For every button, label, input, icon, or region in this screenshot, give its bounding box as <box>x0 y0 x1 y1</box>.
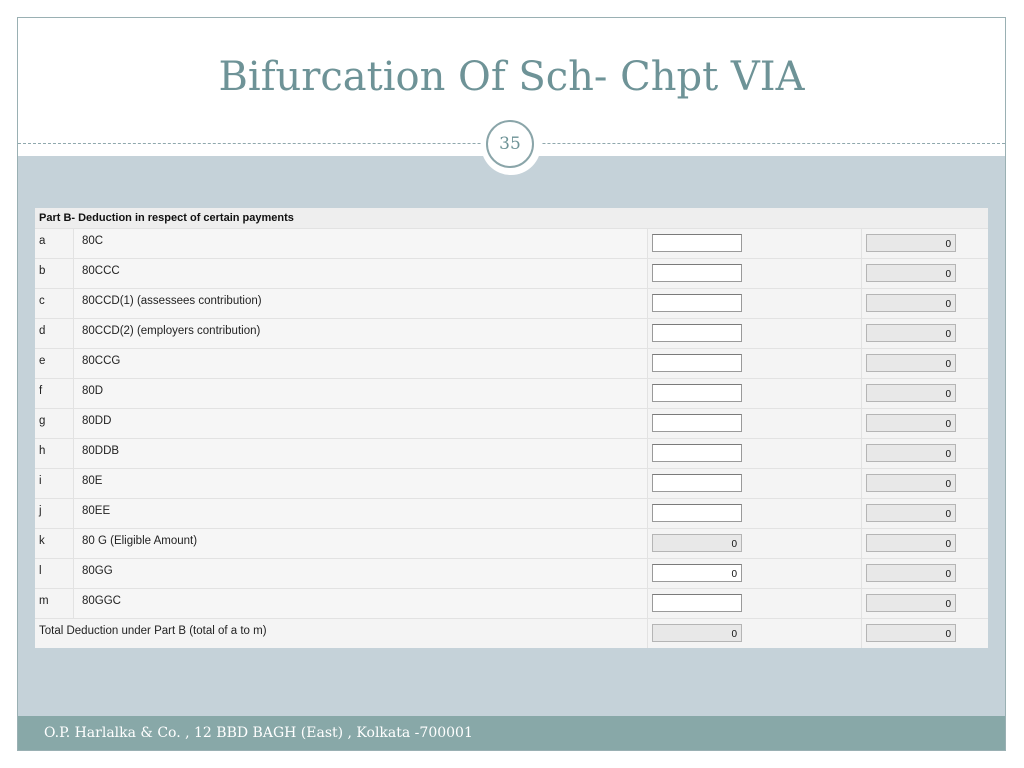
slide-number: 35 <box>486 120 534 168</box>
row-input-cell <box>648 499 862 528</box>
row-input-cell <box>648 469 862 498</box>
row-input-cell <box>648 559 862 588</box>
row-description: 80EE <box>73 499 648 528</box>
row-description: 80 G (Eligible Amount) <box>73 529 648 558</box>
slide <box>17 17 1006 751</box>
row-output-cell <box>862 349 988 378</box>
row-input-cell <box>648 289 862 318</box>
row-letter: j <box>39 505 42 517</box>
row-description: 80GG <box>73 559 648 588</box>
eligible-amount-field: 0 <box>866 444 956 462</box>
form-row-g <box>35 408 988 438</box>
form-row-k <box>35 528 988 558</box>
row-input-cell <box>648 439 862 468</box>
row-letter: c <box>39 295 45 307</box>
row-input-cell <box>648 319 862 348</box>
row-letter: d <box>39 325 46 337</box>
row-description: 80GGC <box>73 589 648 618</box>
form-row-f <box>35 378 988 408</box>
eligible-amount-field: 0 <box>866 234 956 252</box>
eligible-amount-field: 0 <box>866 504 956 522</box>
form-row-a <box>35 228 988 258</box>
amount-input-field[interactable] <box>652 444 742 462</box>
amount-input-field[interactable] <box>652 354 742 372</box>
row-output-cell <box>862 229 988 258</box>
row-input-cell <box>648 409 862 438</box>
eligible-amount-field: 0 <box>866 384 956 402</box>
eligible-amount-field: 0 <box>866 324 956 342</box>
row-letter: b <box>39 265 46 277</box>
amount-input-field[interactable] <box>652 294 742 312</box>
amount-input-field[interactable] <box>652 264 742 282</box>
row-output-cell <box>862 259 988 288</box>
row-letter: i <box>39 475 42 487</box>
row-output-cell <box>862 319 988 348</box>
eligible-amount-field: 0 <box>866 474 956 492</box>
eligible-amount-field: 0 <box>866 264 956 282</box>
total-label: Total Deduction under Part B (total of a to m) <box>35 619 648 648</box>
eligible-amount-field: 0 <box>866 354 956 372</box>
total-input-cell <box>648 619 862 648</box>
row-input-cell <box>648 349 862 378</box>
row-output-cell <box>862 559 988 588</box>
row-output-cell <box>862 499 988 528</box>
slide-title: Bifurcation Of Sch- Chpt VIA <box>218 54 805 100</box>
row-description: 80CCG <box>73 349 648 378</box>
row-letter: l <box>39 565 42 577</box>
row-letter: k <box>39 535 45 547</box>
amount-input-field[interactable] <box>652 234 742 252</box>
row-description: 80CCC <box>73 259 648 288</box>
form-row-b <box>35 258 988 288</box>
row-output-cell <box>862 439 988 468</box>
eligible-amount-field: 0 <box>866 294 956 312</box>
row-output-cell <box>862 289 988 318</box>
total-output-cell <box>862 619 988 648</box>
section-title: Part B- Deduction in respect of certain payments <box>35 208 988 228</box>
row-output-cell <box>862 589 988 618</box>
amount-input-field[interactable]: 0 <box>652 564 742 582</box>
row-description: 80DD <box>73 409 648 438</box>
row-input-cell <box>648 589 862 618</box>
eligible-amount-field: 0 <box>866 534 956 552</box>
amount-input-field[interactable] <box>652 414 742 432</box>
row-output-cell <box>862 409 988 438</box>
row-letter: a <box>39 235 46 247</box>
row-description: 80CCD(2) (employers contribution) <box>73 319 648 348</box>
amount-input-field[interactable] <box>652 324 742 342</box>
form-row-d <box>35 318 988 348</box>
amount-input-field[interactable] <box>652 474 742 492</box>
eligible-amount-field: 0 <box>866 564 956 582</box>
row-output-cell <box>862 469 988 498</box>
footer-bar <box>18 716 1005 750</box>
row-description: 80C <box>73 229 648 258</box>
amount-input-field: 0 <box>652 534 742 552</box>
footer-text: O.P. Harlalka & Co. , 12 BBD BAGH (East) , Kolkata -700001 <box>44 725 473 741</box>
row-letter: g <box>39 415 46 427</box>
eligible-amount-field: 0 <box>866 594 956 612</box>
row-description: 80CCD(1) (assessees contribution) <box>73 289 648 318</box>
amount-input-field[interactable] <box>652 504 742 522</box>
row-letter: f <box>39 385 43 397</box>
total-output-field: 0 <box>866 624 956 642</box>
row-input-cell <box>648 229 862 258</box>
form-row-c <box>35 288 988 318</box>
form-row-h <box>35 438 988 468</box>
row-description: 80DDB <box>73 439 648 468</box>
total-input-field: 0 <box>652 624 742 642</box>
deduction-form <box>35 208 988 645</box>
row-description: 80D <box>73 379 648 408</box>
row-input-cell <box>648 379 862 408</box>
form-row-m <box>35 588 988 618</box>
row-letter: h <box>39 445 46 457</box>
form-row-j <box>35 498 988 528</box>
row-output-cell <box>862 529 988 558</box>
row-letter: e <box>39 355 46 367</box>
form-row-e <box>35 348 988 378</box>
amount-input-field[interactable] <box>652 384 742 402</box>
form-rows <box>35 228 988 618</box>
row-description: 80E <box>73 469 648 498</box>
form-row-i <box>35 468 988 498</box>
row-input-cell <box>648 529 862 558</box>
eligible-amount-field: 0 <box>866 414 956 432</box>
amount-input-field[interactable] <box>652 594 742 612</box>
total-row <box>35 618 988 648</box>
form-row-l <box>35 558 988 588</box>
row-input-cell <box>648 259 862 288</box>
row-output-cell <box>862 379 988 408</box>
row-letter: m <box>39 595 49 607</box>
